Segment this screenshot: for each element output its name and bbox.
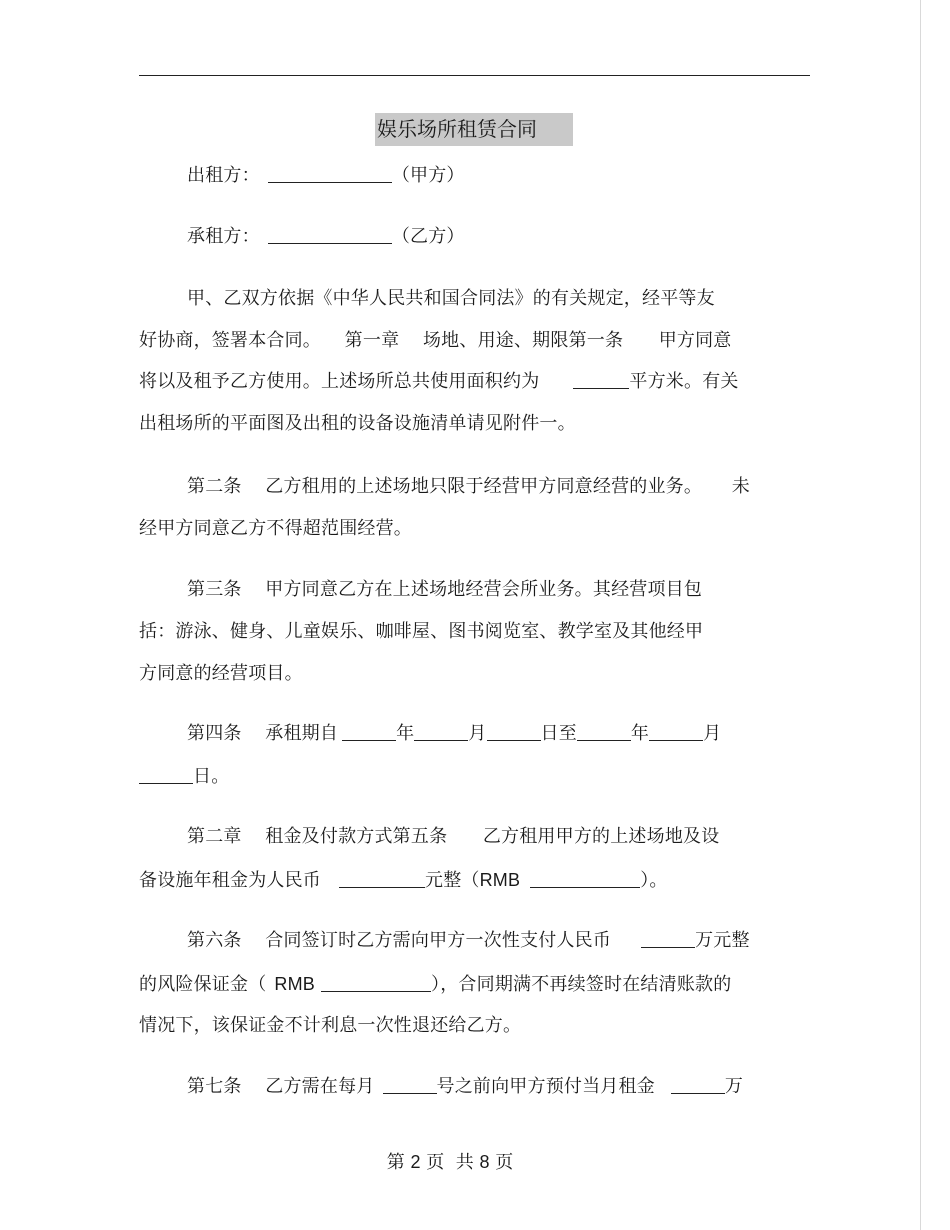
art4-prefix: 第四条 承租期自 xyxy=(187,723,339,744)
deposit-blank xyxy=(641,929,695,948)
art6-line-1 xyxy=(187,929,750,953)
art6-line-2 xyxy=(139,972,731,997)
art4-line-1 xyxy=(187,722,721,746)
intro-line-3a: 将以及租予乙方使用。上述场所总共使用面积约为 xyxy=(139,371,540,392)
art6-line-1a: 第六条 合同签订时乙方需向甲方一次性支付人民币 xyxy=(187,930,612,951)
footer-pre: 第 xyxy=(386,1152,405,1173)
end-month-blank xyxy=(649,722,703,741)
art7-line-1b: 号之前向甲方预付当月租金 xyxy=(436,1076,655,1097)
intro-line-3b: 平方米。有关 xyxy=(629,371,739,392)
area-blank xyxy=(573,370,629,389)
annual-rent-blank xyxy=(339,869,425,888)
art6-rmb: RMB xyxy=(274,974,316,994)
art7-line-1c: 万 xyxy=(724,1076,744,1097)
document-title: 娱乐场所租赁合同 xyxy=(375,113,573,146)
start-month-blank xyxy=(414,722,468,741)
intro-line-4: 出租场所的平面图及出租的设备设施清单请见附件一。 xyxy=(139,413,576,434)
party-a-suffix: （甲方） xyxy=(391,165,465,186)
art4-year: 年 xyxy=(396,723,415,744)
header-rule xyxy=(139,75,810,76)
total-pages: 8 xyxy=(479,1152,490,1172)
party-a-line xyxy=(187,164,465,188)
art5-line-2a: 备设施年租金为人民币 xyxy=(139,870,321,891)
art2-line-2: 经甲方同意乙方不得超范围经营。 xyxy=(139,518,412,539)
party-b-line xyxy=(187,225,465,249)
party-b-blank xyxy=(268,225,392,244)
art5-rmb: RMB xyxy=(479,870,521,890)
footer-post: 页 xyxy=(495,1152,514,1173)
party-b-label: 承租方： xyxy=(187,226,260,247)
art4-month-2: 月 xyxy=(703,723,722,744)
party-a-label: 出租方： xyxy=(187,165,260,186)
art5-line-2b: 元整（ xyxy=(425,870,480,891)
party-a-blank xyxy=(268,164,392,183)
party-b-suffix: （乙方） xyxy=(391,226,465,247)
intro-line-2: 好协商，签署本合同。 第一章 场地、用途、期限第一条 甲方同意 xyxy=(139,330,732,351)
art3-line-3: 方同意的经营项目。 xyxy=(139,663,303,684)
art6-line-1b: 万元整 xyxy=(695,930,750,951)
end-year-blank xyxy=(577,722,631,741)
payment-day-blank xyxy=(383,1075,437,1094)
footer-mid: 页 共 xyxy=(426,1152,474,1173)
annual-rent-rmb-blank xyxy=(530,869,640,888)
page-number: 2 xyxy=(410,1152,421,1172)
art4-year-2: 年 xyxy=(630,723,650,744)
art3-line-1: 第三条 甲方同意乙方在上述场地经营会所业务。其经营项目包 xyxy=(187,579,703,600)
art2-line-1: 第二条 乙方租用的上述场地只限于经营甲方同意经营的业务。 未 xyxy=(187,476,750,497)
art7-line-1a: 第七条 乙方需在每月 xyxy=(187,1076,375,1097)
page-footer xyxy=(0,1150,950,1175)
art5-line-2c: ）。 xyxy=(640,870,668,891)
intro-line-3 xyxy=(139,370,739,394)
art4-day: 日。 xyxy=(193,766,230,787)
start-year-blank xyxy=(342,722,396,741)
art4-day-to: 日至 xyxy=(540,723,577,744)
page-edge xyxy=(920,0,921,1230)
art6-line-2a: 的风险保证金（ xyxy=(139,974,267,995)
monthly-rent-blank xyxy=(671,1075,725,1094)
intro-line-1: 甲、乙双方依据《中华人民共和国合同法》的有关规定，经平等友 xyxy=(187,288,715,309)
deposit-rmb-blank xyxy=(321,973,431,992)
end-day-blank xyxy=(139,765,193,784)
art6-line-3: 情况下，该保证金不计利息一次性退还给乙方。 xyxy=(139,1015,522,1036)
art5-line-1: 第二章 租金及付款方式第五条 乙方租用甲方的上述场地及设 xyxy=(187,826,720,847)
art6-line-2b: ），合同期满不再续签时在结清账款的 xyxy=(431,974,732,995)
start-day-blank xyxy=(487,722,541,741)
art5-line-2 xyxy=(139,868,668,893)
art3-line-2: 括：游泳、健身、儿童娱乐、咖啡屋、图书阅览室、教学室及其他经甲 xyxy=(139,621,704,642)
art7-line-1 xyxy=(187,1075,743,1099)
art4-month: 月 xyxy=(468,723,487,744)
art4-line-2 xyxy=(139,765,229,789)
